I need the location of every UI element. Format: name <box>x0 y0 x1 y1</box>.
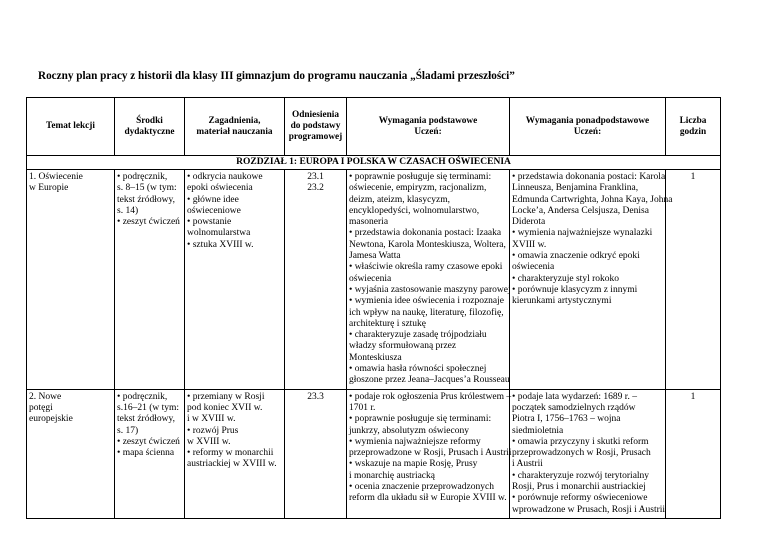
cell-line: 23.1 <box>307 172 324 182</box>
header-basic-requirements <box>347 98 510 156</box>
header-topic <box>27 98 115 156</box>
cell-line: s.16–21 (w tym: <box>117 402 180 413</box>
cell-line: w Europie <box>29 183 69 194</box>
cell-line: Wymagania ponadpodstawowe <box>525 115 650 126</box>
table-header-row <box>27 98 721 156</box>
cell-line: • zeszyt ćwiczeń <box>117 217 180 228</box>
cell-line: 1701 r. <box>349 402 376 413</box>
cell-line: • właściwie określa ramy czasowe epoki <box>349 262 503 273</box>
cell-line: siedmioletnia <box>512 425 564 436</box>
cell-line: epoki oświecenia <box>187 183 253 194</box>
cell-line: • porównuje reformy oświeceniowe <box>512 493 648 504</box>
lesson-plan-table <box>26 97 721 519</box>
cell-line: Liczba <box>679 115 707 126</box>
cell-line: • wymienia idee oświecenia i rozpoznaje <box>349 296 504 307</box>
cell-line: wprowadzone w Prusach, Rosji i Austrii <box>512 504 666 515</box>
cell-line: • wymienia najważniejsze reformy <box>349 436 481 447</box>
cell-line: Zagadnienia, <box>208 115 261 126</box>
cell-line: • wskazuje na mapie Rosję, Prusy <box>349 459 478 470</box>
means-cell <box>115 389 185 518</box>
cell-line: oświecenia <box>512 262 555 273</box>
cell-line: Newtona, Karola Monteskiusza, Woltera, <box>349 239 506 250</box>
cell-line: • poprawnie posługuje się terminami: <box>349 414 492 425</box>
advanced-requirements-cell <box>510 389 666 518</box>
cell-line: Jamesa Watta <box>349 251 401 262</box>
cell-line: Piotra I, 1756–1763 – wojna <box>512 414 621 425</box>
cell-line: deizm, ateizm, klasycyzm, <box>349 194 451 205</box>
header-means <box>115 98 185 156</box>
cell-line: do podstawy <box>290 121 341 131</box>
cell-line: XVIII w. <box>512 239 547 250</box>
cell-line: • ocenia znaczenie przeprowadzonych <box>349 482 494 493</box>
cell-line: • odkrycia naukowe <box>187 172 263 182</box>
section-row <box>27 156 721 170</box>
cell-line: Odniesienia <box>291 110 339 120</box>
basic-requirements-cell <box>347 389 510 518</box>
page-title: Roczny plan pracy z historii dla klasy III gimnazjum do programu nauczania „Śladami przeszłości” <box>38 70 515 82</box>
cell-line: • mapa ścienna <box>117 448 175 459</box>
cell-line: europejskie <box>29 414 73 425</box>
cell-line: • wymienia najważniejsze wynalazki <box>512 228 653 239</box>
topic-cell <box>27 170 115 390</box>
cell-line: 23.2 <box>307 183 324 194</box>
cell-line: • rozwój Prus <box>187 425 239 436</box>
cell-line: Uczeń: <box>414 126 442 137</box>
cell-line: • charakteryzuje rozwój terytorialny <box>512 470 650 481</box>
cell-line: tekst źródłowy, <box>117 414 175 425</box>
cell-line: godzin <box>679 126 707 137</box>
cell-line: • omawia przyczyny i skutki reform <box>512 436 649 447</box>
cell-line: Uczeń: <box>573 126 602 137</box>
cell-line: oświecenie, empiryzm, racjonalizm, <box>349 183 487 194</box>
cell-line: austriackiej w XVIII w. <box>187 459 277 470</box>
cell-line: • reformy w monarchii <box>187 448 274 459</box>
cell-line: tekst źródłowy, <box>117 194 175 205</box>
cell-line: programowej <box>288 132 343 142</box>
cell-line: architekturę i sztukę <box>349 318 427 329</box>
cell-line: głoszone przez Jeana–Jacques’a Rousseau <box>349 375 510 386</box>
cell-line: junkrzy, absolutyzm oświecony <box>349 425 469 436</box>
cell-line: oświeceniowe <box>187 205 241 216</box>
cell-line: • przedstawia dokonania postaci: Karola <box>512 172 666 182</box>
issues-cell <box>185 389 285 518</box>
table-row <box>27 389 721 518</box>
hours-cell: 1 <box>666 389 721 518</box>
hours-cell: 1 <box>666 170 721 390</box>
cell-line: • porównuje klasycyzm z innymi <box>512 284 638 295</box>
cell-line: Locke’a, Andersa Celsjusza, Denisa <box>512 205 649 216</box>
cell-line: Środki <box>136 115 163 126</box>
cell-line: przeprowadzone w Rosji, Prusach i Austrii <box>349 448 512 459</box>
cell-line: i Austrii <box>512 459 543 470</box>
cell-line: • podręcznik, <box>117 172 168 182</box>
cell-line: masoneria <box>349 217 389 228</box>
cell-line: encyklopedyści, wolnomularstwo, <box>349 205 480 216</box>
references-cell <box>285 389 347 518</box>
header-advanced-requirements <box>510 98 666 156</box>
cell-line: • sztuka XVIII w. <box>187 239 254 250</box>
cell-line: oświecenia <box>349 273 392 284</box>
cell-line: s. 8–15 (w tym: <box>117 183 177 194</box>
cell-line: materiał nauczania <box>196 126 273 137</box>
cell-line: • podaje rok ogłoszenia Prus królestwem – <box>349 391 512 402</box>
cell-line: władzy sformułowaną przez <box>349 341 457 352</box>
cell-line: przeprowadzonych w Rosji, Prusach <box>512 448 651 459</box>
means-cell <box>115 170 185 390</box>
cell-line: początek samodzielnych rządów <box>512 402 636 413</box>
cell-line: 2. Nowe <box>29 391 62 402</box>
cell-line: w XVIII w. <box>187 436 231 447</box>
cell-line: Rosji, Prus i monarchii austriackiej <box>512 482 646 493</box>
cell-line: i w XVIII w. <box>187 414 236 425</box>
table-row <box>27 170 721 390</box>
cell-line: • omawia znaczenie odkryć epoki <box>512 251 640 262</box>
cell-line: • główne idee <box>187 194 239 205</box>
cell-line: Wymagania podstawowe <box>378 115 478 126</box>
cell-line: Edmunda Cartwrighta, Johna Kaya, Johna <box>512 194 673 205</box>
cell-line: • omawia hasła równości społecznej <box>349 364 487 375</box>
cell-line: • powstanie <box>187 217 232 228</box>
header-references <box>285 98 347 156</box>
cell-line: potęgi <box>29 402 53 413</box>
cell-line: i monarchię austriacką <box>349 470 435 481</box>
cell-line: • przedstawia dokonania postaci: Izaaka <box>349 228 502 239</box>
cell-line: s. 17) <box>117 425 139 436</box>
header-issues <box>185 98 285 156</box>
header-hours <box>666 98 721 156</box>
basic-requirements-cell <box>347 170 510 390</box>
cell-line: kierunkami artystycznymi <box>512 296 612 307</box>
cell-line: • przemiany w Rosji <box>187 391 265 402</box>
issues-cell <box>185 170 285 390</box>
cell-line: • podaje lata wydarzeń: 1689 r. – <box>512 391 637 402</box>
cell-line: Monteskiusza <box>349 352 402 363</box>
references-cell <box>285 170 347 390</box>
cell-line: • charakteryzuje styl rokoko <box>512 273 619 284</box>
cell-line: pod koniec XVII w. <box>187 402 263 413</box>
cell-line: dydaktyczne <box>124 126 175 137</box>
cell-line: Linneusza, Benjamina Franklina, <box>512 183 639 194</box>
cell-line: ich wpływ na naukę, literaturę, filozofię, <box>349 307 504 318</box>
cell-line: 1. Oświecenie <box>29 172 83 182</box>
cell-line: • wyjaśnia zastosowanie maszyny parowej <box>349 284 511 295</box>
cell-line: wolnomularstwa <box>187 228 251 239</box>
section-title: ROZDZIAŁ 1: EUROPA I POLSKA W CZASACH OŚWIECENIA <box>27 156 721 170</box>
topic-cell <box>27 389 115 518</box>
cell-line: • charakteryzuje zasadę trójpodziału <box>349 330 487 341</box>
cell-line: s. 14) <box>117 205 139 216</box>
cell-line: reform dla układu sił w Europie XVIII w. <box>349 493 507 504</box>
cell-line: • zeszyt ćwiczeń <box>117 436 180 447</box>
cell-line: • podręcznik, <box>117 391 168 402</box>
cell-line: 23.3 <box>307 391 324 402</box>
cell-line: • poprawnie posługuje się terminami: <box>349 172 492 182</box>
cell-line: Temat lekcji <box>46 121 95 131</box>
cell-line: Diderota <box>512 217 546 228</box>
advanced-requirements-cell <box>510 170 673 390</box>
